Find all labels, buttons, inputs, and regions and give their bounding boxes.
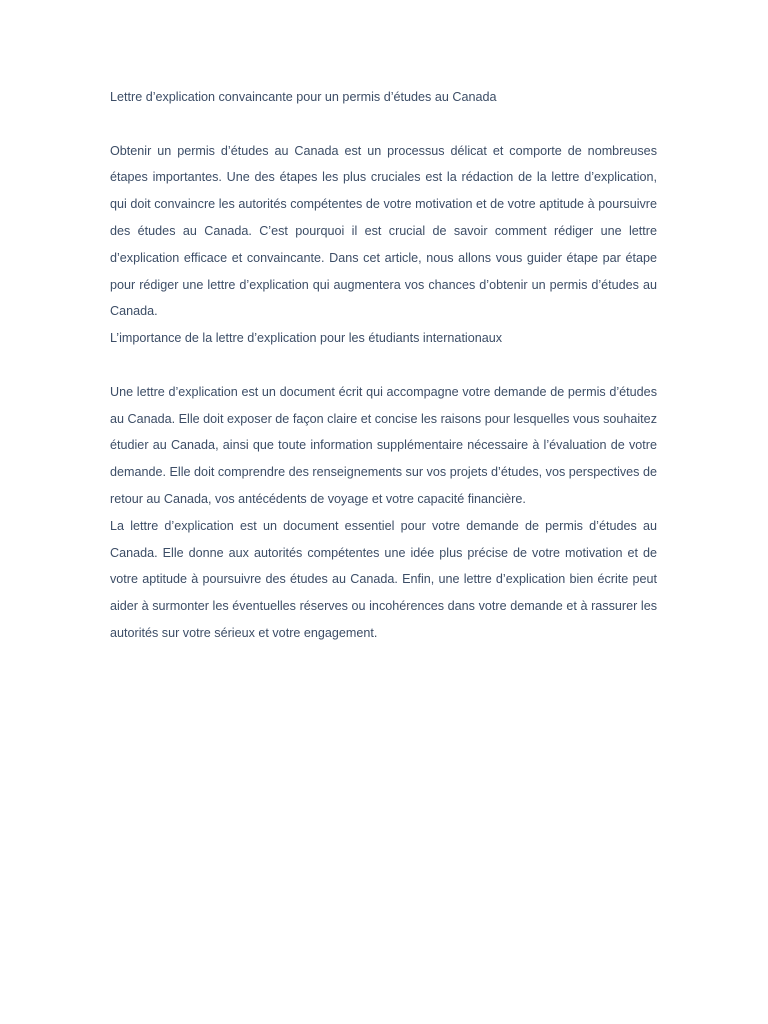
intro-paragraph: Obtenir un permis d’études au Canada est un processus délicat et comporte de nombreuses étapes importantes. Une des étapes les plus cruciales est la rédaction de la lettre d’explication, qui doit convaincre les autorités compétentes de votre motivation et de votre aptitude à poursuivre des études au Canada. C’est pourquoi il est crucial de savoir comment rédiger une lettre d’explication efficace et convaincante. Dans cet article, nous allons vous guider étape par étape pour rédiger une lettre d’explication qui augmentera vos chances d’obtenir un permis d’études au Canada. xyxy=(110,143,657,319)
body-paragraph-2: La lettre d’explication est un document essentiel pour votre demande de permis d’études au Canada. Elle donne aux autorités compétentes une idée plus précise de votre motivation et de votre aptitude à poursuivre des études au Canada. Enfin, une lettre d’explication bien écrite peut aider à surmonter les éventuelles réserves ou incohérences dans votre demande et à rassurer les autorités sur votre sérieux et votre engagement. xyxy=(110,518,657,640)
blank-line xyxy=(110,111,657,138)
document-page xyxy=(110,84,657,647)
body-paragraph-1: Une lettre d’explication est un document écrit qui accompagne votre demande de permis d’études au Canada. Elle doit exposer de façon claire et concise les raisons pour lesquelles vous souhaitez étudier au Canada, ainsi que toute information supplémentaire nécessaire à l’évaluation de votre demande. Elle doit comprendre des renseignements sur vos projets d’études, vos perspectives de retour au Canada, vos antécédents de voyage et votre capacité financière. xyxy=(110,384,657,506)
section-heading: L’importance de la lettre d’explication pour les étudiants internationaux xyxy=(110,331,503,346)
blank-line xyxy=(110,352,657,379)
document-title: Lettre d’explication convaincante pour un permis d’études au Canada xyxy=(110,90,497,104)
